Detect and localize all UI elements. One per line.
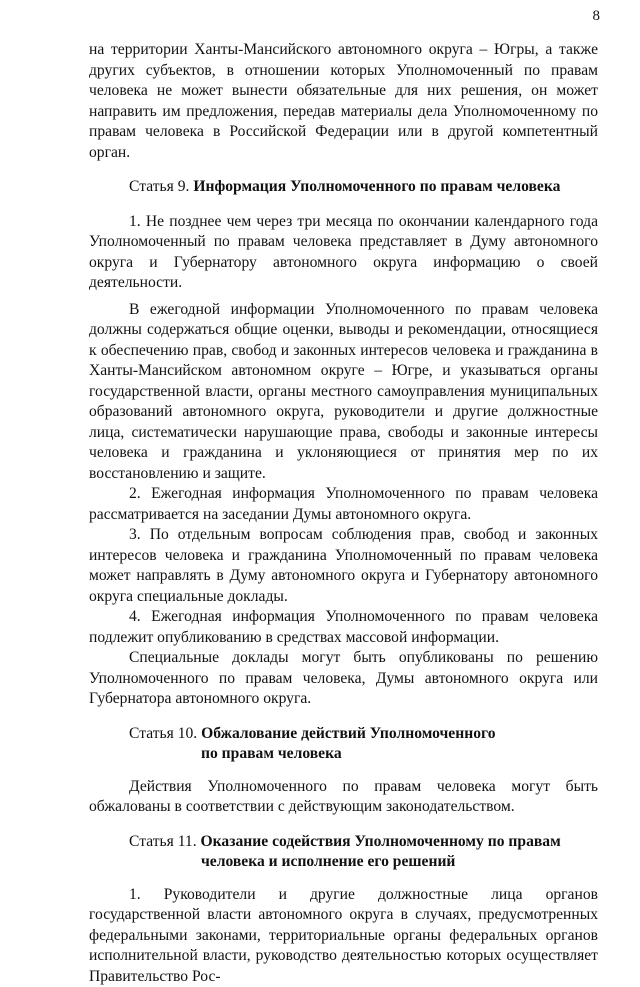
article-10-title-line1: Обжалование действий Уполномоченного (201, 725, 495, 742)
article-9-heading (89, 177, 598, 198)
article-10-heading (89, 724, 598, 765)
article-10-paragraph: Действия Уполномоченного по правам человека могут быть обжалованы в соответствии с действующим законодательством. (89, 777, 598, 818)
article-11-prefix: Статья 11. (129, 833, 197, 850)
article-9-paragraph: 2. Ежегодная информация Уполномоченного по правам человека рассматривается на заседании Думы автономного округа. (89, 484, 598, 525)
intro-paragraph: на территории Ханты-Мансийского автономного округа – Югры, а также других субъектов, в отношении которых Уполномоченный по правам человека не может вынести обязательные для них решения, он может направить им предложения, передав материалы дела Уполномоченному по правам человека в Российской Федерации или в другой компетентный орган. (89, 40, 598, 163)
article-11-heading (89, 832, 598, 873)
article-9-paragraph: 1. Не позднее чем через три месяца по окончании календарного года Уполномоченный по правам человека представляет в Думу автономного округа и Губернатору автономного округа информацию о своей деятельности. (89, 212, 598, 294)
article-9-paragraph: В ежегодной информации Уполномоченного по правам человека должны содержаться общие оценки, выводы и рекомендации, относящиеся к обеспечению прав, свобод и законных интересов человека и гражданина в Ханты-Мансийском автономном округе – Югре, и указываться органы государственной власти, органы местного самоуправления муниципальных образований автономного округа, руководители и другие должностные лица, систематически нарушающие права, свободы и законные интересы человека и гражданина и уклоняющиеся от принятия мер по их восстановлению и защите. (89, 300, 598, 485)
article-9-paragraph: 3. По отдельным вопросам соблюдения прав, свобод и законных интересов человека и гражданина Уполномоченный по правам человека может направлять в Думу автономного округа и Губернатору автономного округа специальные доклады. (89, 525, 598, 607)
article-9-paragraph: Специальные доклады могут быть опубликованы по решению Уполномоченного по правам человека, Думы автономного округа или Губернатора автономного округа. (89, 648, 598, 710)
article-9-paragraph: 4. Ежегодная информация Уполномоченного по правам человека подлежит опубликованию в средствах массовой информации. (89, 607, 598, 648)
article-11-title-line1: Оказание содействия Уполномоченному по правам (201, 833, 561, 850)
article-10-title-line2: по правам человека (129, 744, 598, 765)
article-11-title-line2: человека и исполнение его решений (129, 852, 598, 873)
article-9-prefix: Статья 9. (129, 178, 189, 195)
page-number: 8 (593, 8, 601, 25)
document-body (89, 40, 598, 987)
article-10-prefix: Статья 10. (129, 725, 197, 742)
article-9-title: Информация Уполномоченного по правам человека (193, 178, 560, 195)
article-11-paragraph: 1. Руководители и другие должностные лица органов государственной власти автономного округа в случаях, предусмотренных федеральными законами, территориальные органы федеральных органов исполнительной власти, руководство деятельностью которых осуществляет Правительство Рос- (89, 885, 598, 987)
